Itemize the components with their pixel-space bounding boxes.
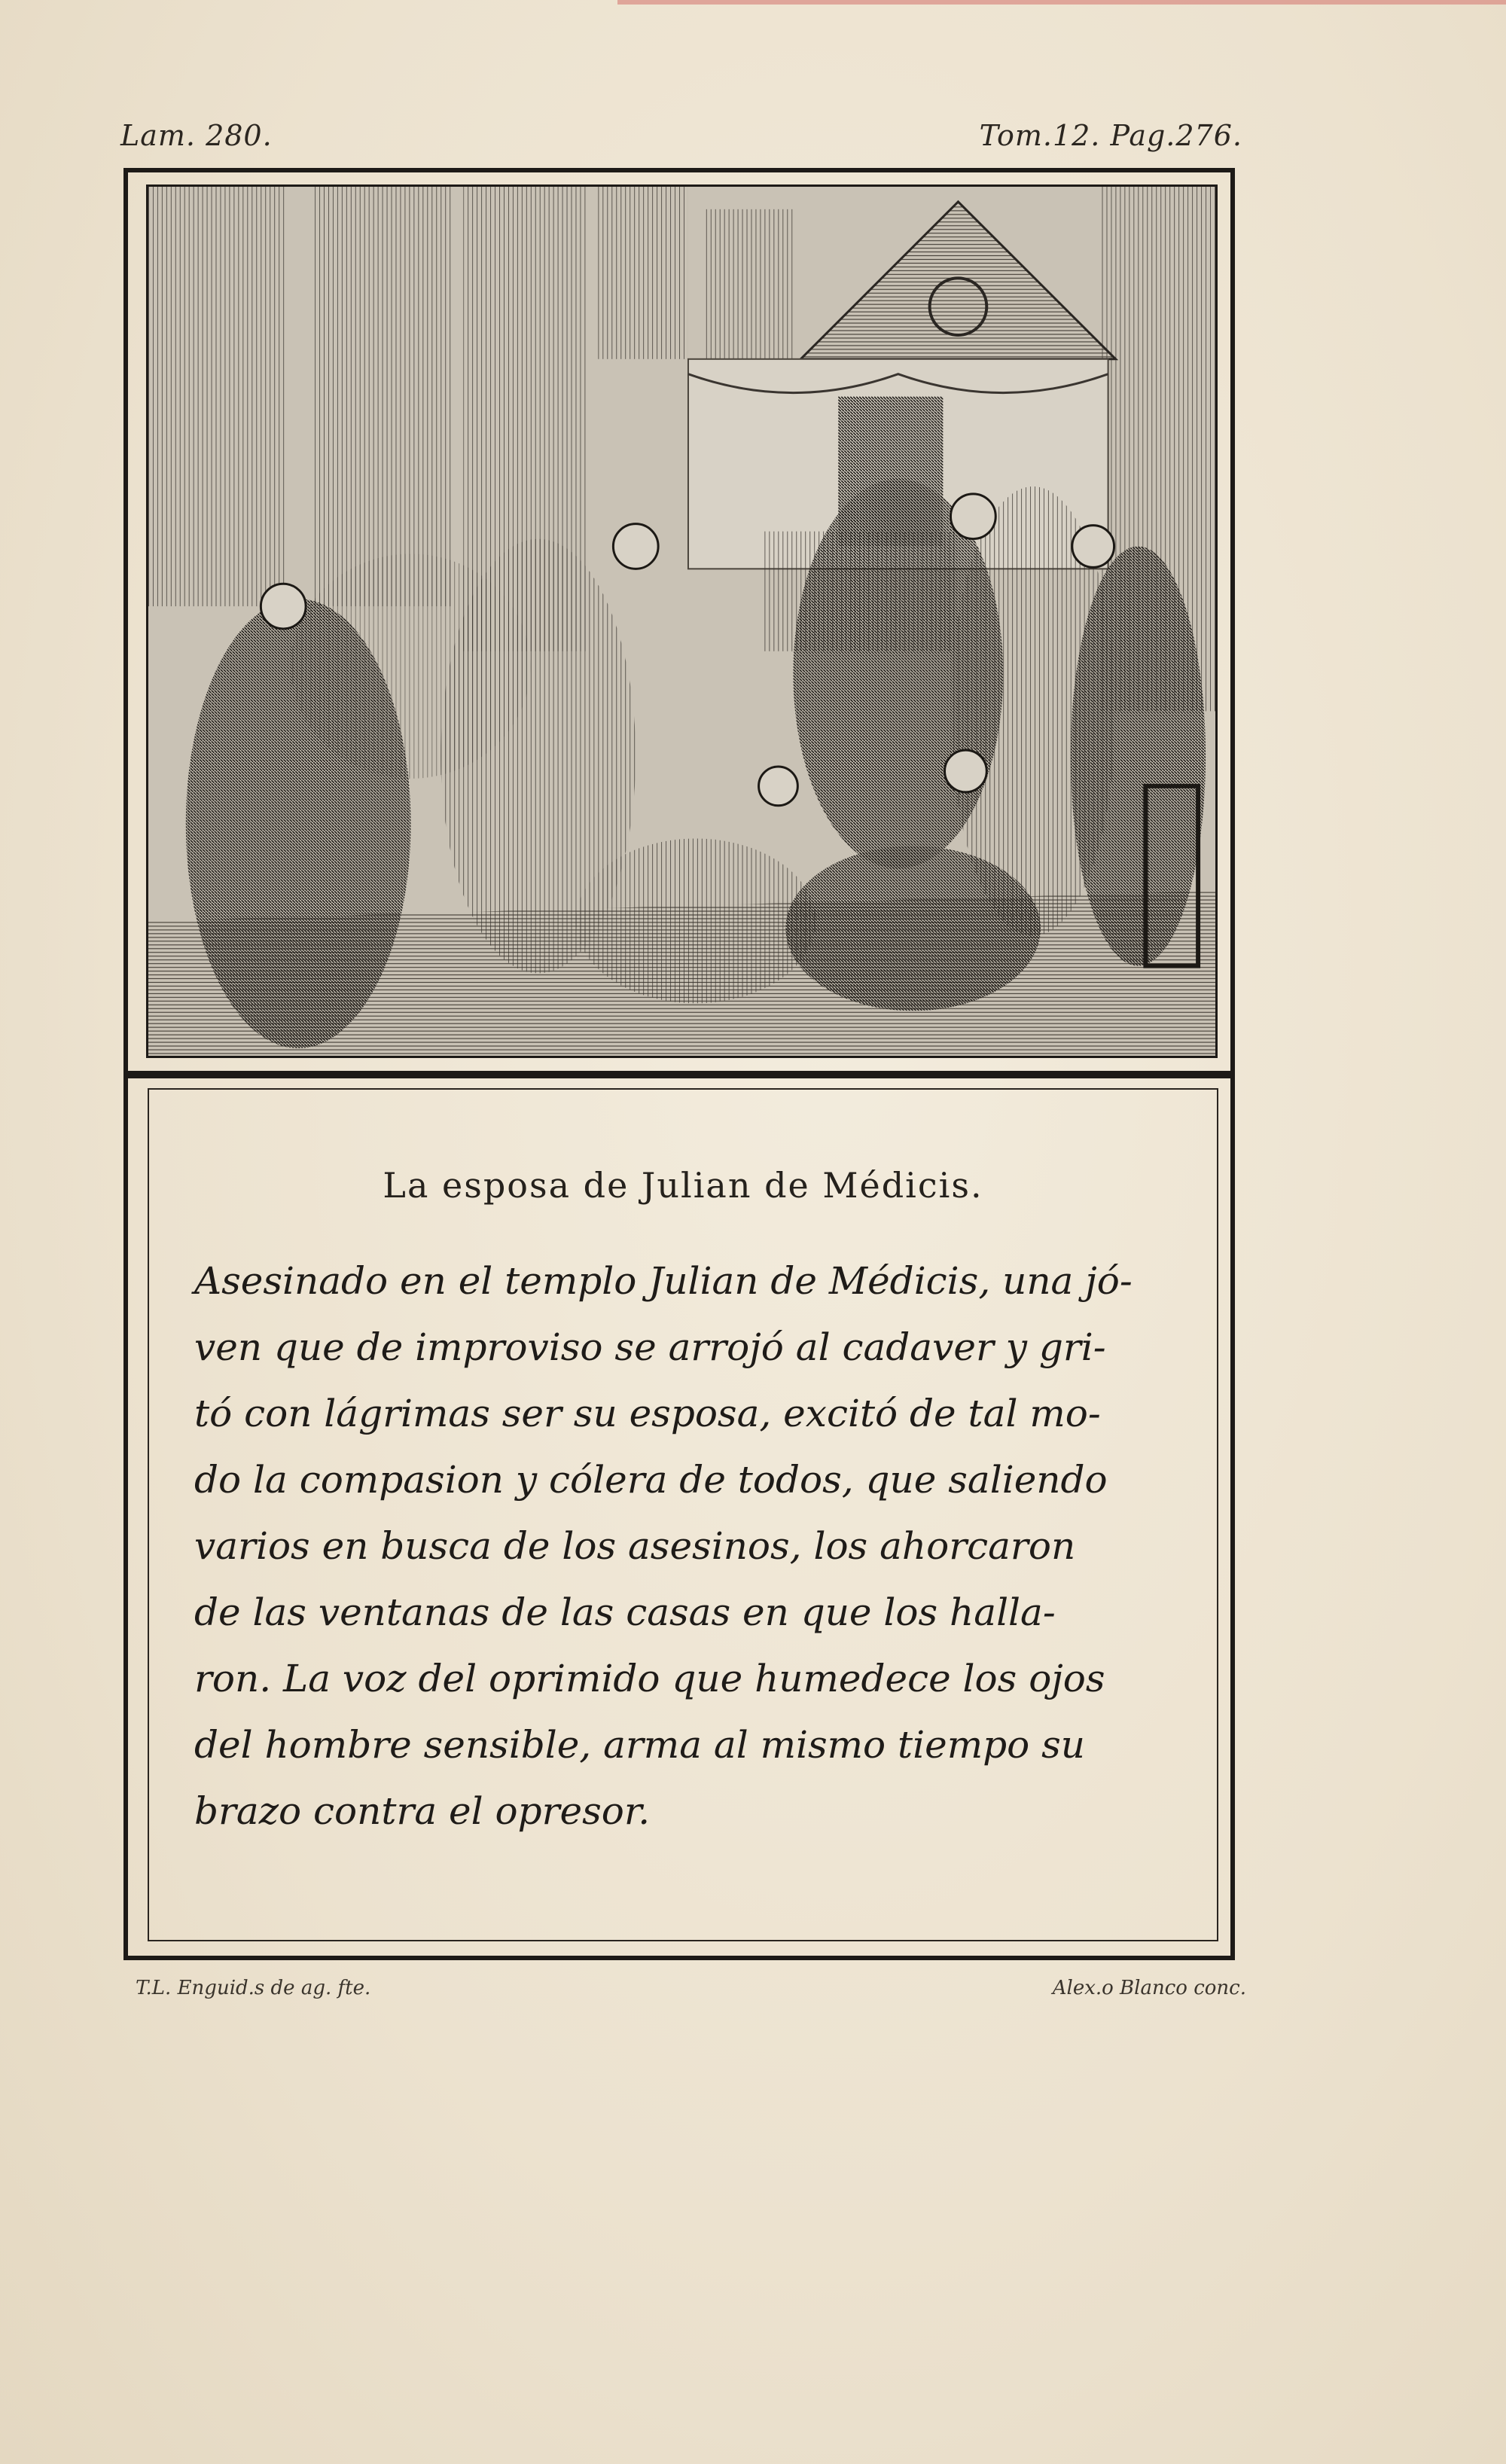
caption-line: de las ventanas de las casas en que los halla-: [194, 1590, 1056, 1634]
caption-line: brazo contra el opresor.: [194, 1789, 651, 1833]
caption-line: del hombre sensible, arma al mismo tiempo su: [194, 1723, 1086, 1767]
paper-edge-stain: [617, 0, 1506, 5]
caption-line: ron. La voz del oprimido que humedece los ojos: [194, 1657, 1105, 1700]
caption-line: tó con lágrimas ser su esposa, excitó de tal mo-: [194, 1392, 1101, 1435]
engraver-credit: T.L. Enguid.s de ag. fte.: [136, 1977, 371, 1999]
engraving-illustration: [146, 184, 1218, 1058]
caption-line: do la compasion y cólera de todos, que saliendo: [194, 1458, 1108, 1502]
church-scene-drawing: [148, 187, 1215, 1056]
plate-number: Lam. 280.: [120, 119, 273, 152]
caption-box: [148, 1088, 1218, 1941]
caption-line: Asesinado en el templo Julian de Médicis, una jó-: [194, 1259, 1133, 1303]
caption-text: [194, 1248, 1173, 1844]
caption-line: varios en busca de los asesinos, los ahorcaron: [194, 1524, 1076, 1568]
caption-title: La esposa de Julian de Médicis.: [383, 1165, 983, 1206]
frame-divider: [123, 1071, 1235, 1078]
designer-credit: Alex.o Blanco conc.: [1052, 1977, 1246, 1999]
volume-page-reference: Tom.12. Pag.276.: [979, 119, 1242, 152]
caption-line: ven que de improviso se arrojó al cadaver y gri-: [194, 1325, 1106, 1369]
